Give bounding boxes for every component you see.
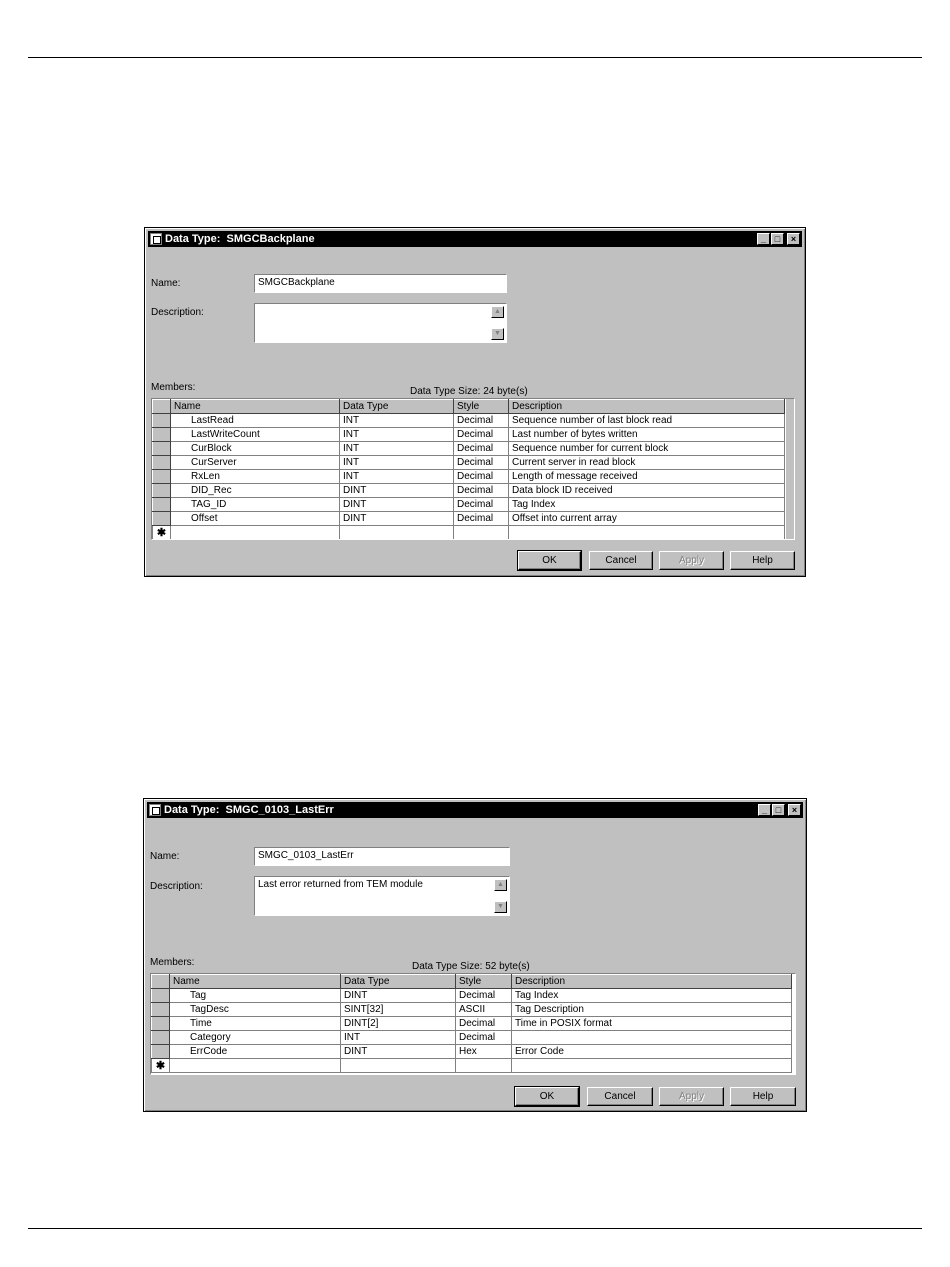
row-header[interactable]: [153, 470, 171, 484]
column-header-data-type[interactable]: Data Type: [340, 400, 454, 414]
help-button[interactable]: Help: [730, 1087, 796, 1106]
member-data-type[interactable]: INT: [340, 428, 454, 442]
member-name[interactable]: CurServer: [171, 456, 340, 470]
member-name[interactable]: TAG_ID: [171, 498, 340, 512]
member-description[interactable]: [512, 1031, 792, 1045]
new-member-name-cell[interactable]: [171, 526, 340, 540]
member-description[interactable]: Last number of bytes written: [509, 428, 785, 442]
column-header-style[interactable]: Style: [456, 975, 512, 989]
data-type-dialog-backplane: [144, 227, 806, 577]
table-row[interactable]: [153, 456, 785, 470]
table-row[interactable]: [152, 1045, 792, 1059]
header-rule: [28, 57, 922, 58]
new-member-name-cell[interactable]: [170, 1059, 341, 1073]
new-member-style-cell[interactable]: [454, 526, 509, 540]
new-row[interactable]: [152, 1059, 792, 1073]
row-header[interactable]: [153, 512, 171, 526]
row-header[interactable]: [153, 456, 171, 470]
member-style[interactable]: Decimal: [454, 498, 509, 512]
new-row-icon[interactable]: ✱: [153, 526, 171, 540]
close-icon[interactable]: ×: [787, 233, 800, 245]
new-member-type-cell[interactable]: [341, 1059, 456, 1073]
ok-button[interactable]: OK: [515, 1087, 579, 1106]
members-table: [152, 399, 785, 540]
table-row[interactable]: [152, 1031, 792, 1045]
data-type-size: Data Type Size: 24 byte(s): [410, 386, 528, 397]
window-title: Data Type: SMGC_0103_LastErr: [164, 804, 334, 816]
member-name[interactable]: Offset: [171, 512, 340, 526]
maximize-icon[interactable]: □: [772, 804, 785, 816]
member-data-type[interactable]: DINT: [341, 1045, 456, 1059]
name-label: Name:: [151, 278, 181, 289]
header-row: [153, 400, 785, 414]
cancel-button[interactable]: Cancel: [587, 1087, 653, 1106]
new-member-type-cell[interactable]: [340, 526, 454, 540]
new-row[interactable]: [153, 526, 785, 540]
member-style[interactable]: Decimal: [454, 456, 509, 470]
apply-button[interactable]: Apply: [659, 551, 724, 570]
members-label: Members:: [151, 382, 196, 393]
window-title: Data Type: SMGCBackplane: [165, 233, 315, 245]
member-description[interactable]: Sequence number for current block: [509, 442, 785, 456]
table-row[interactable]: [152, 1003, 792, 1017]
table-row[interactable]: [153, 498, 785, 512]
member-style[interactable]: Decimal: [454, 442, 509, 456]
row-header[interactable]: [152, 1003, 170, 1017]
member-style[interactable]: Decimal: [454, 470, 509, 484]
footer-rule: [28, 1228, 922, 1229]
table-row[interactable]: [152, 989, 792, 1003]
new-member-description-cell[interactable]: [509, 526, 785, 540]
member-name[interactable]: Tag: [170, 989, 341, 1003]
description-field[interactable]: [254, 303, 507, 343]
member-data-type[interactable]: INT: [340, 442, 454, 456]
member-style[interactable]: Decimal: [454, 414, 509, 428]
description-scrollbar[interactable]: [494, 879, 507, 913]
row-header-corner: [153, 400, 171, 414]
member-data-type[interactable]: DINT: [340, 498, 454, 512]
member-data-type[interactable]: DINT[2]: [341, 1017, 456, 1031]
member-data-type[interactable]: DINT: [341, 989, 456, 1003]
members-grid[interactable]: [150, 973, 796, 1075]
row-header-corner: [152, 975, 170, 989]
table-row[interactable]: [153, 512, 785, 526]
member-style[interactable]: Hex: [456, 1045, 512, 1059]
apply-button[interactable]: Apply: [659, 1087, 724, 1106]
member-description[interactable]: Error Code: [512, 1045, 792, 1059]
grid-scrollbar[interactable]: [786, 399, 794, 539]
row-header[interactable]: [153, 442, 171, 456]
row-header[interactable]: [152, 989, 170, 1003]
column-header-description[interactable]: Description: [512, 975, 792, 989]
description-label: Description:: [151, 307, 204, 318]
member-name[interactable]: DID_Rec: [171, 484, 340, 498]
name-field[interactable]: SMGCBackplane: [254, 274, 507, 293]
cancel-button[interactable]: Cancel: [589, 551, 653, 570]
minimize-icon[interactable]: _: [758, 804, 771, 816]
member-data-type[interactable]: DINT: [340, 484, 454, 498]
member-name[interactable]: CurBlock: [171, 442, 340, 456]
member-name[interactable]: ErrCode: [170, 1045, 341, 1059]
member-description[interactable]: Tag Index: [512, 989, 792, 1003]
description-scrollbar[interactable]: [491, 306, 504, 340]
ok-button[interactable]: OK: [518, 551, 581, 570]
member-description[interactable]: Sequence number of last block read: [509, 414, 785, 428]
maximize-icon[interactable]: □: [771, 233, 784, 245]
member-description[interactable]: Time in POSIX format: [512, 1017, 792, 1031]
member-style[interactable]: Decimal: [454, 484, 509, 498]
member-name[interactable]: LastWriteCount: [171, 428, 340, 442]
new-row-icon[interactable]: ✱: [152, 1059, 170, 1073]
description-label: Description:: [150, 881, 203, 892]
members-table: [151, 974, 792, 1073]
table-row[interactable]: [153, 442, 785, 456]
window-icon[interactable]: [149, 804, 161, 816]
row-header[interactable]: [152, 1045, 170, 1059]
member-description[interactable]: Tag Description: [512, 1003, 792, 1017]
column-header-data-type[interactable]: Data Type: [341, 975, 456, 989]
member-style[interactable]: Decimal: [456, 1017, 512, 1031]
member-style[interactable]: Decimal: [454, 428, 509, 442]
title-bar[interactable]: [148, 231, 802, 247]
table-row[interactable]: [152, 1017, 792, 1031]
members-grid[interactable]: [151, 398, 795, 540]
description-field[interactable]: [254, 876, 510, 916]
column-header-name[interactable]: Name: [170, 975, 341, 989]
title-bar[interactable]: [147, 802, 803, 818]
member-name[interactable]: TagDesc: [170, 1003, 341, 1017]
scroll-up-icon[interactable]: ▲: [494, 879, 507, 891]
column-header-description[interactable]: Description: [509, 400, 785, 414]
row-header[interactable]: [153, 498, 171, 512]
scroll-down-icon[interactable]: ▼: [494, 901, 507, 913]
member-name[interactable]: LastRead: [171, 414, 340, 428]
new-member-description-cell[interactable]: [512, 1059, 792, 1073]
table-row[interactable]: [153, 484, 785, 498]
table-row[interactable]: [153, 428, 785, 442]
member-style[interactable]: Decimal: [456, 989, 512, 1003]
member-data-type[interactable]: INT: [340, 414, 454, 428]
member-data-type[interactable]: INT: [340, 456, 454, 470]
description-text: Last error returned from TEM module: [258, 879, 423, 890]
member-data-type[interactable]: SINT[32]: [341, 1003, 456, 1017]
close-icon[interactable]: ×: [788, 804, 801, 816]
member-name[interactable]: Time: [170, 1017, 341, 1031]
member-style[interactable]: ASCII: [456, 1003, 512, 1017]
member-style[interactable]: Decimal: [454, 512, 509, 526]
column-header-name[interactable]: Name: [171, 400, 340, 414]
member-style[interactable]: Decimal: [456, 1031, 512, 1045]
member-name[interactable]: RxLen: [171, 470, 340, 484]
scroll-up-icon[interactable]: ▲: [491, 306, 504, 318]
member-description[interactable]: Offset into current array: [509, 512, 785, 526]
scroll-down-icon[interactable]: ▼: [491, 328, 504, 340]
member-data-type[interactable]: DINT: [340, 512, 454, 526]
window-icon[interactable]: [150, 233, 162, 245]
row-header[interactable]: [153, 414, 171, 428]
table-row[interactable]: [153, 470, 785, 484]
member-description[interactable]: Tag Index: [509, 498, 785, 512]
table-row[interactable]: [153, 414, 785, 428]
member-description[interactable]: Length of message received: [509, 470, 785, 484]
data-type-dialog-lasterr: [143, 798, 807, 1112]
minimize-icon[interactable]: _: [757, 233, 770, 245]
help-button[interactable]: Help: [730, 551, 795, 570]
column-header-style[interactable]: Style: [454, 400, 509, 414]
row-header[interactable]: [152, 1031, 170, 1045]
row-header[interactable]: [153, 428, 171, 442]
member-data-type[interactable]: INT: [341, 1031, 456, 1045]
member-description[interactable]: Data block ID received: [509, 484, 785, 498]
member-name[interactable]: Category: [170, 1031, 341, 1045]
new-member-style-cell[interactable]: [456, 1059, 512, 1073]
row-header[interactable]: [153, 484, 171, 498]
member-data-type[interactable]: INT: [340, 470, 454, 484]
name-label: Name:: [150, 851, 180, 862]
header-row: [152, 975, 792, 989]
data-type-size: Data Type Size: 52 byte(s): [412, 961, 530, 972]
row-header[interactable]: [152, 1017, 170, 1031]
member-description[interactable]: Current server in read block: [509, 456, 785, 470]
name-field[interactable]: SMGC_0103_LastErr: [254, 847, 510, 866]
members-label: Members:: [150, 957, 195, 968]
